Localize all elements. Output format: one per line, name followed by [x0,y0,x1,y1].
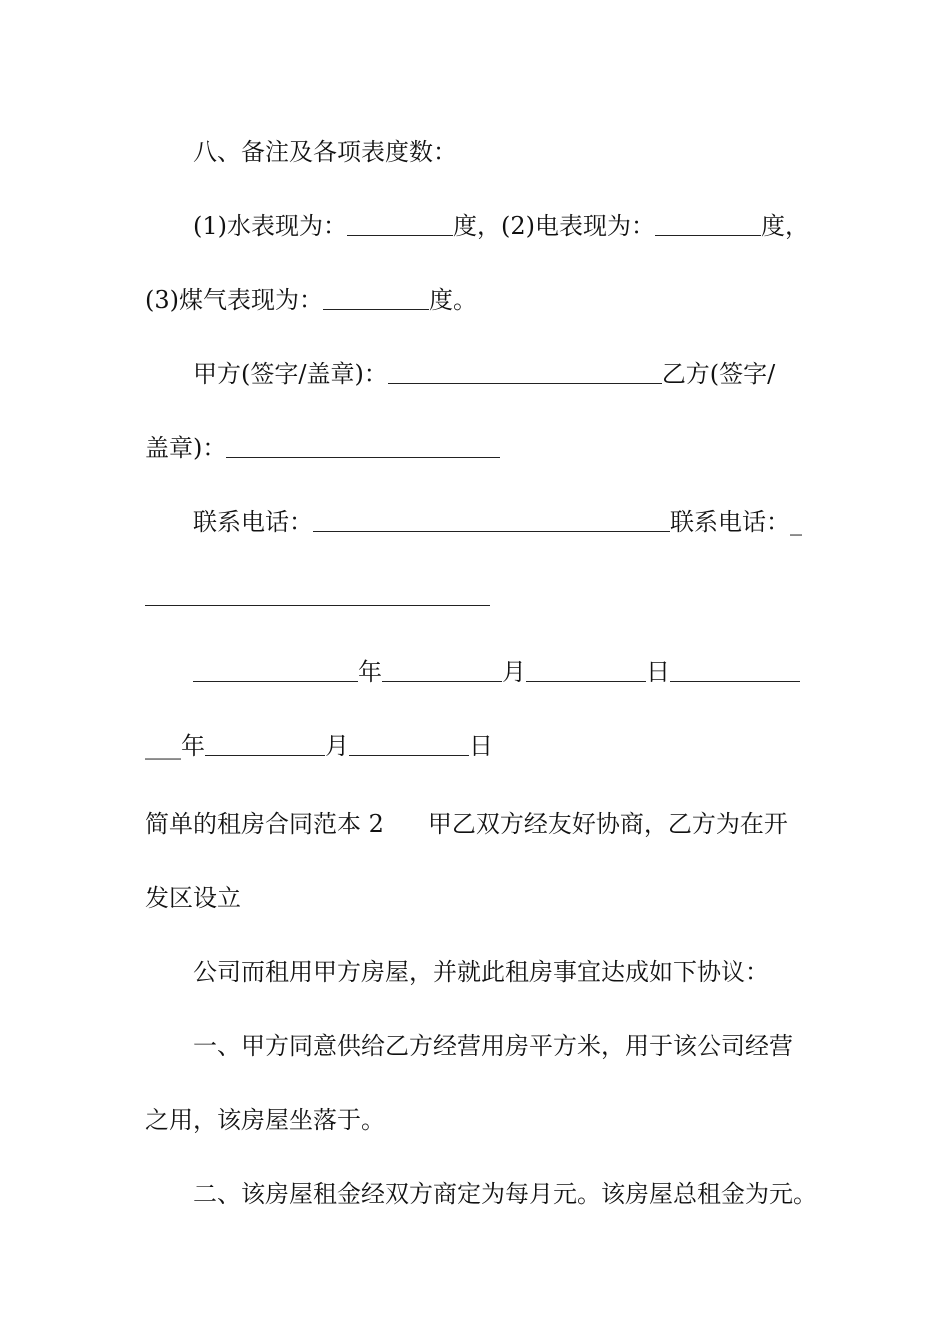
clause1-a: 一、甲方同意供给乙方经营用房平方米，用于该公司经营 [193,1032,793,1060]
electric-meter-blank [655,213,761,236]
party-a-signature-label: 甲方(签字/盖章)： [193,360,388,388]
date1-month-label: 月 [502,658,526,686]
date2-day-label: 日 [469,732,493,760]
clause1-line-a [145,1030,858,1062]
date1-year-label: 年 [358,658,382,686]
signature-line-2 [145,432,810,464]
date1-day-blank [526,659,646,682]
date2-month-blank [205,733,325,756]
contract2-intro-line-b [145,882,810,914]
section8-heading [145,136,858,168]
electric-meter-unit: 度， [761,212,809,240]
party-b-phone-blank [145,583,490,606]
contract2-title: 简单的租房合同范本 2 [145,810,384,838]
party-b-signature-blank [226,435,500,458]
date2-prefix: ___ [145,732,181,760]
date2-year-blank-start [670,659,800,682]
water-meter-unit: 度， [453,212,501,240]
contract2-intro-c: 公司而租用甲方房屋，并就此租房事宜达成如下协议： [193,958,769,986]
clause1-line-b [145,1104,810,1136]
contract2-intro-line-c [145,956,858,988]
party-a-phone-blank [313,509,670,532]
meter-line-2 [145,284,810,316]
party-b-signature-label-end: 盖章)： [145,434,227,462]
date2-year-label: 年 [181,732,205,760]
party-b-signature-label: 乙方(签字/ [661,360,776,388]
gas-meter-unit: 度。 [429,286,477,314]
meter-line-1 [145,210,858,242]
party-a-signature-blank [388,361,662,384]
signature-line-1 [145,358,858,390]
phone-line [145,506,858,538]
date2-day-blank [349,733,469,756]
party-a-phone-label: 联系电话： [193,508,313,536]
clause1-b: 之用，该房屋坐落于。 [145,1106,385,1134]
electric-meter-label: (2)电表现为： [501,212,655,240]
water-meter-label: (1)水表现为： [193,212,347,240]
party-b-phone-line [145,580,810,612]
contract2-title-line [145,808,810,840]
gas-meter-label: (3)煤气表现为： [145,286,323,314]
date1-month-blank [382,659,502,682]
clause2-line [145,1178,858,1210]
party-b-phone-label: 联系电话：_ [670,508,802,536]
date1-year-blank [193,659,358,682]
date-line-2 [145,730,810,762]
date2-month-label: 月 [325,732,349,760]
contract2-intro-b: 发区设立 [145,884,241,912]
contract2-intro-a: 甲乙双方经友好协商，乙方为在开 [427,810,788,838]
gas-meter-blank [323,287,429,310]
water-meter-blank [347,213,453,236]
date-line-1 [145,656,858,688]
section8-heading-text: 八、备注及各项表度数： [193,138,457,166]
date1-day-label: 日 [646,658,670,686]
clause2: 二、该房屋租金经双方商定为每月元。该房屋总租金为元。 [193,1180,817,1208]
